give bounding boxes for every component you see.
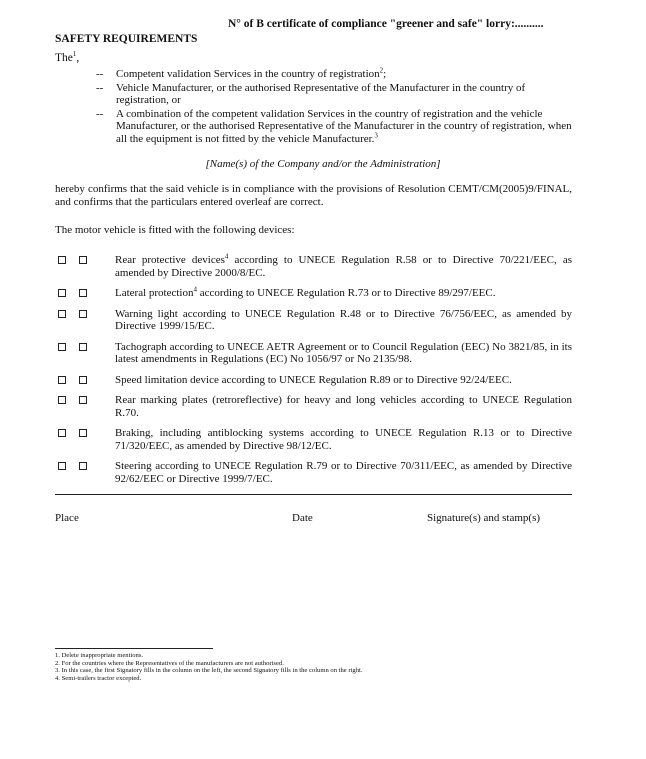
company-name-placeholder: [Name(s) of the Company and/or the Administration] [205,158,441,170]
checkbox-right[interactable] [79,429,87,437]
device-item [55,287,572,300]
option-item [96,108,576,146]
device-text: Rear marking plates (retroreflective) for heavy and long vehicles according to UNECE Regulation R.70. [115,394,572,419]
checkbox-left[interactable] [58,310,66,318]
device-text: Rear protective devices [115,254,225,266]
footnote-ref: 1 [72,50,77,59]
device-item [55,308,572,333]
device-item [55,427,572,452]
checkbox-right[interactable] [79,310,87,318]
checkbox-right[interactable] [79,343,87,351]
device-text: Steering according to UNECE Regulation R.79 or to Directive 70/311/EEC, as amended by Directive 92/62/EEC or Directive 1999/7/EC. [115,460,572,485]
device-text-cont: according to UNECE Regulation R.58 or to Directive 70/221/EEC, as amended by Directive 2000/8/EC. [115,254,572,279]
option-text: Competent validation Services in the country of registration [116,68,380,80]
footnotes [55,652,575,682]
checkbox-left[interactable] [58,256,66,264]
footnote: 2. For the countries where the Representatives of the manufacturers are not authorised. [55,659,284,667]
option-text: A combination of the competent validation Services in the country of registration and the vehicle Manufacturer, or the authorised Representative of the Manufacturer in the country of registration, when all the equipment is not fitted by the vehicle Manufacturer. [116,107,572,145]
section-title: SAFETY REQUIREMENTS [55,33,198,45]
dash-marker: -- [96,81,104,94]
checkbox-left[interactable] [58,429,66,437]
footnote-divider [55,648,213,649]
footnote-ref: 4 [224,252,229,261]
option-tail: ; [383,68,387,80]
option-item [96,68,576,81]
device-item [55,254,572,279]
intro-text: The [55,52,73,64]
checkbox-left[interactable] [58,462,66,470]
signature-label: Signature(s) and stamp(s) [427,512,541,524]
signature-divider [55,494,572,495]
footnote: 3. In this case, the first Signatory fills in the column on the left, the second Signatory fills in the column on the right. [55,667,363,674]
checkbox-left[interactable] [58,343,66,351]
device-item [55,460,572,485]
checkbox-right[interactable] [79,289,87,297]
device-item [55,374,572,387]
footnote: 1. Delete inappropriate mentions. [55,652,144,659]
checkbox-right[interactable] [79,462,87,470]
device-text: Speed limitation device according to UNECE Regulation R.89 or to Directive 92/24/EEC. [115,373,512,386]
certificate-number-line: N° of B certificate of compliance "greener and safe" lorry:.......... [228,18,544,30]
intro-the [55,52,79,64]
intro-tail: , [76,52,80,64]
device-text-cont: according to UNECE Regulation R.73 or to Directive 89/297/EEC. [197,287,496,299]
dash-marker: -- [96,68,104,80]
checkbox-right[interactable] [79,256,87,264]
date-label: Date [292,512,313,524]
checkbox-left[interactable] [58,289,66,297]
signatory-options-list [96,68,576,146]
checkbox-right[interactable] [79,396,87,404]
footnote-ref: 2 [379,66,384,75]
dash-marker: -- [96,107,104,120]
devices-intro: The motor vehicle is fitted with the following devices: [55,224,295,236]
footnote: 4. Semi-trailers tractor excepted. [55,674,142,682]
devices-list [55,254,572,493]
option-text: Vehicle Manufacturer, or the authorised Representative of the Manufacturer in the country of registration, or [116,81,526,106]
footnote-ref: 4 [193,285,197,294]
device-item [55,341,572,366]
place-label: Place [55,512,79,524]
footnote-ref: 3 [374,130,378,139]
confirmation-paragraph: hereby confirms that the said vehicle is in compliance with the provisions of Resolution CEMT/CM(2005)9/FINAL, and confirms that the particulars entered overleaf are correct. [55,183,572,208]
device-text: Warning light according to UNECE Regulation R.48 or to Directive 76/756/EEC, as amended by Directive 1999/15/EC. [115,307,572,332]
device-text: Tachograph according to UNECE AETR Agreement or to Council Regulation (EEC) No 3821/85, in its latest amendments in Regulations (EC) No 1056/97 or No 2135/98. [115,340,572,365]
checkbox-left[interactable] [58,396,66,404]
checkbox-right[interactable] [79,376,87,384]
device-item [55,394,572,419]
device-text: Lateral protection [115,287,194,299]
checkbox-left[interactable] [58,376,66,384]
device-text: Braking, including antiblocking systems according to UNECE Regulation R.13 or to Directive 71/320/EEC, as amended by Directive 98/12/EC. [115,427,572,452]
option-item [96,82,576,107]
